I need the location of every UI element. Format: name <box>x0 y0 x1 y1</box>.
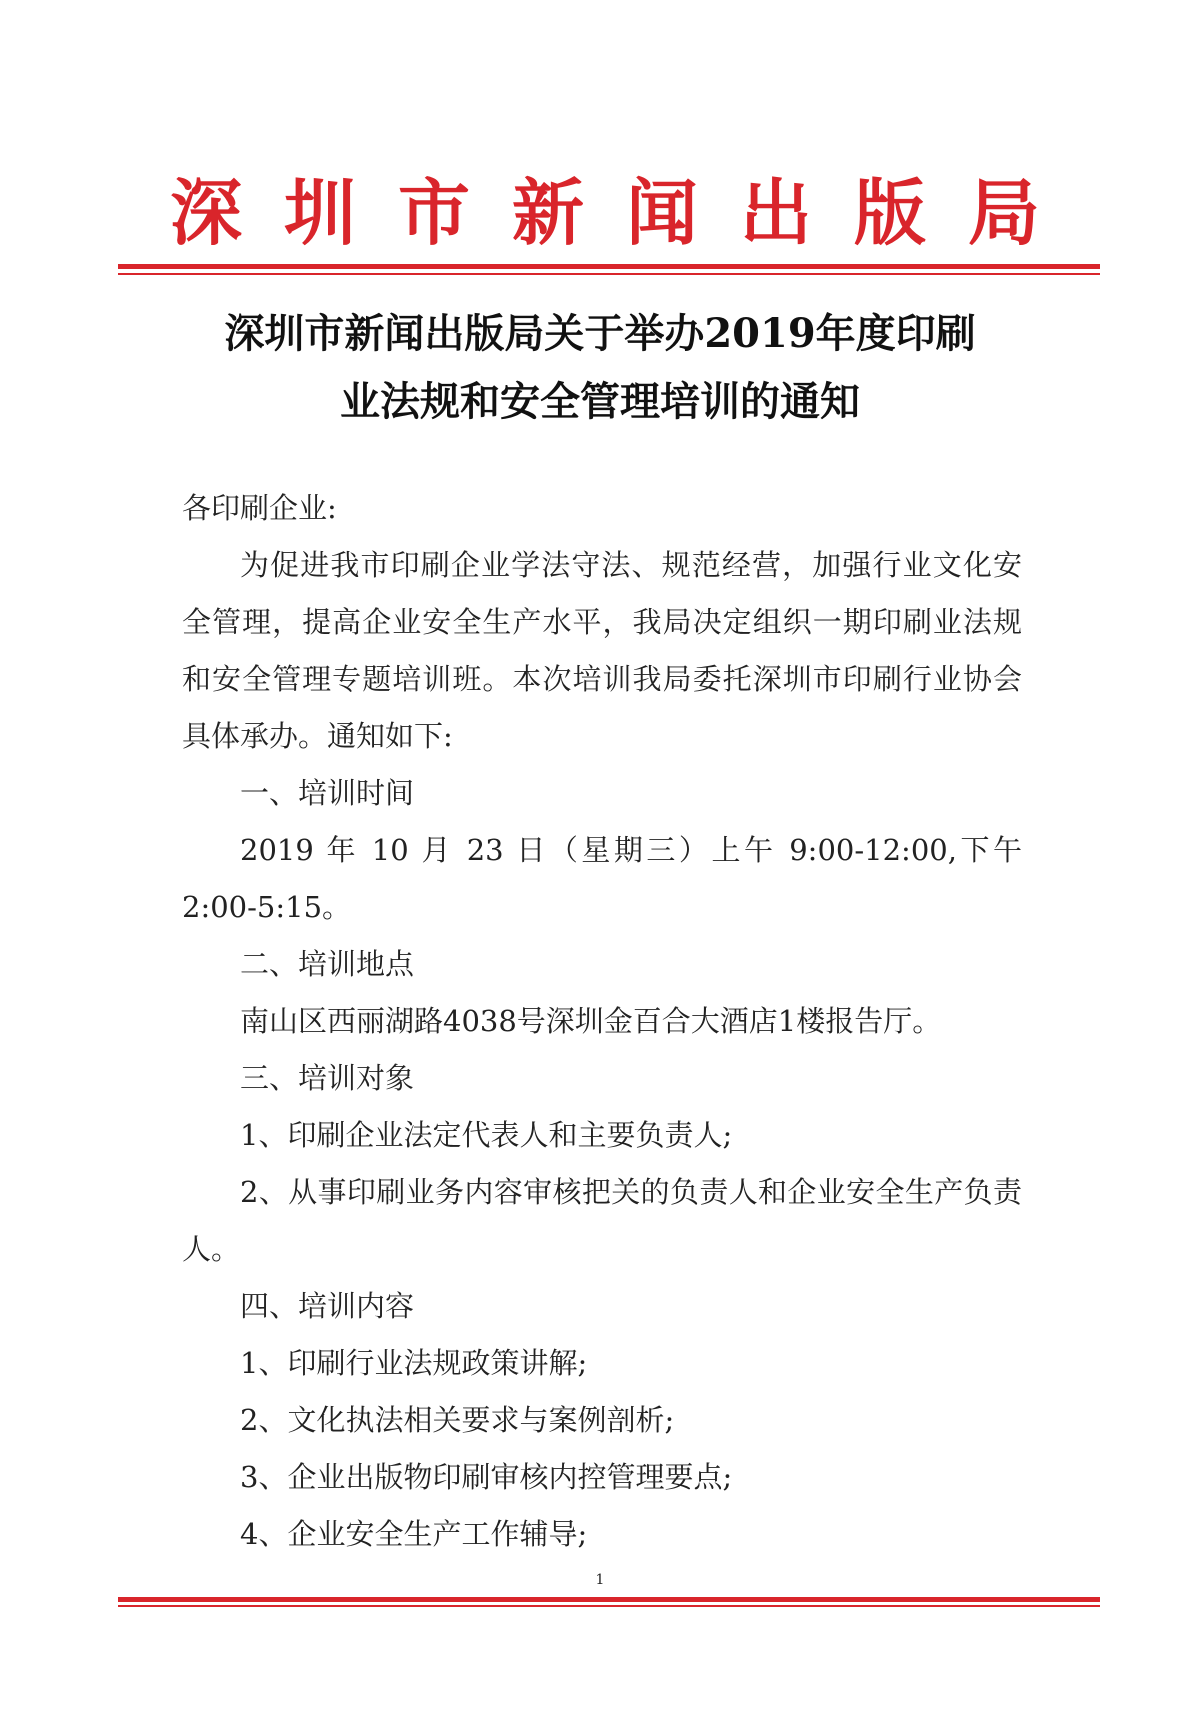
section-heading-location: 二、培训地点 <box>240 947 415 981</box>
masthead-char: 闻 <box>625 170 698 255</box>
content-item: 2、文化执法相关要求与案例剖析; <box>240 1403 675 1437</box>
document-title <box>150 300 1050 436</box>
masthead-char: 深 <box>170 170 243 255</box>
section-heading-audience: 三、培训对象 <box>240 1061 415 1095</box>
content-item: 3、企业出版物印刷审核内控管理要点; <box>240 1460 733 1494</box>
training-location-paragraph: 南山区西丽湖路4038号深圳金百合大酒店1楼报告厅。 <box>240 1004 942 1038</box>
footer-rule-thin <box>118 1605 1100 1607</box>
footer-rule-thick <box>118 1597 1100 1602</box>
masthead-char: 出 <box>739 170 812 255</box>
content-item: 1、印刷行业法规政策讲解; <box>240 1346 588 1380</box>
letterhead-rule-thin <box>118 273 1100 275</box>
masthead-char: 局 <box>967 170 1040 255</box>
audience-item: 1、印刷企业法定代表人和主要负责人; <box>240 1118 733 1152</box>
letterhead-masthead <box>170 168 1040 258</box>
section-heading-time: 一、培训时间 <box>240 776 415 810</box>
salutation: 各印刷企业: <box>182 491 337 525</box>
intro-paragraph: 为促进我市印刷企业学法守法、规范经营，加强行业文化安全管理，提高企业安全生产水平，我局决定组织一期印刷业法规和安全管理专题培训班。本次培训我局委托深圳市印刷行业协会具体承办。通知如下: <box>182 548 1022 753</box>
letterhead-rule-thick <box>118 264 1100 269</box>
document-title-line-2: 业法规和安全管理培训的通知 <box>340 378 860 425</box>
masthead-char: 新 <box>511 170 584 255</box>
document-title-line-1: 深圳市新闻出版局关于举办2019年度印刷 <box>224 310 976 357</box>
training-time-paragraph: 2019 年 10 月 23 日（星期三）上午 9:00-12:00,下午2:00-5:15。 <box>182 833 1022 924</box>
content-item: 4、企业安全生产工作辅导; <box>240 1517 588 1551</box>
section-heading-content: 四、培训内容 <box>240 1289 415 1323</box>
masthead-char: 市 <box>397 170 470 255</box>
masthead-char: 圳 <box>283 170 356 255</box>
page-number: 1 <box>595 1572 605 1588</box>
document-body <box>182 480 1022 1563</box>
audience-item: 2、从事印刷业务内容审核把关的负责人和企业安全生产负责人。 <box>182 1175 1022 1266</box>
masthead-char: 版 <box>853 170 926 255</box>
